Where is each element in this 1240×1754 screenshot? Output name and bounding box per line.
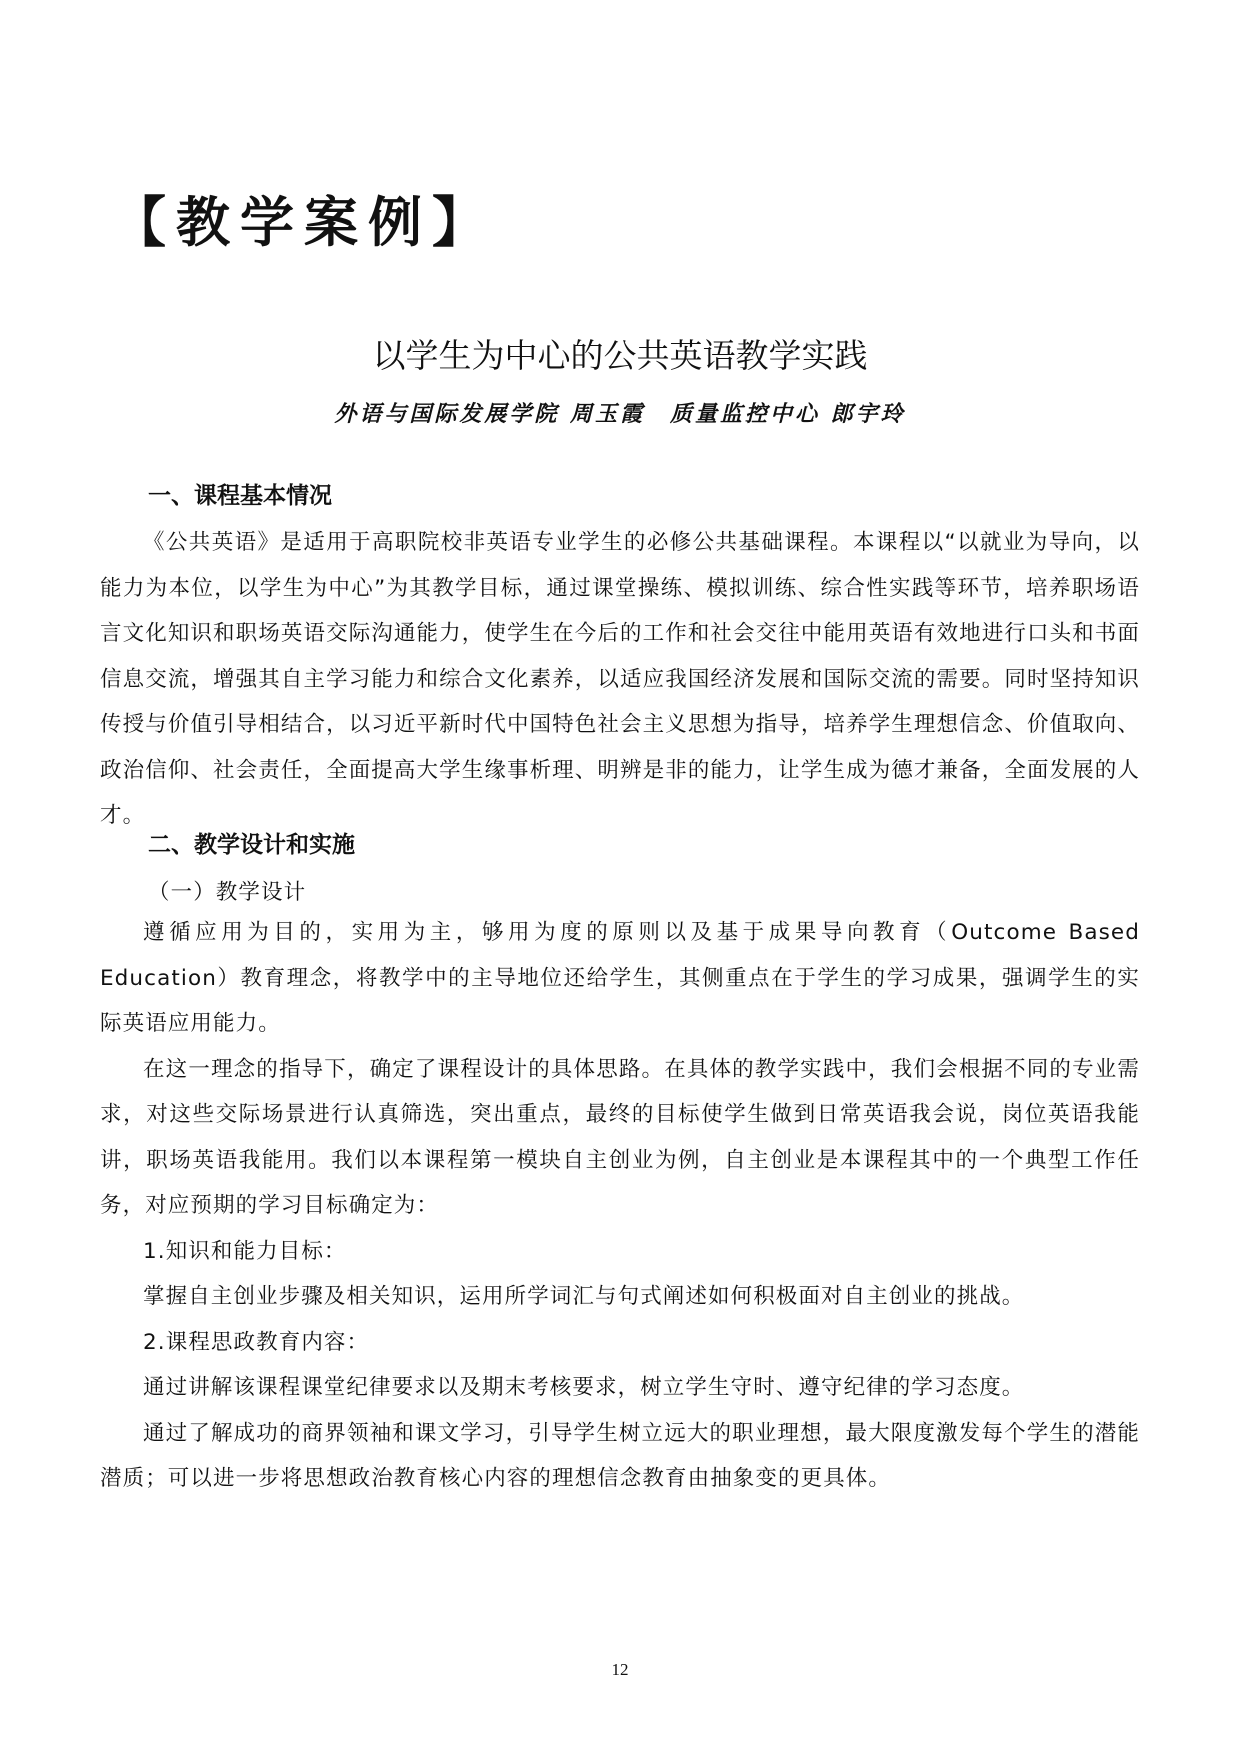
list-item-label: 2.课程思政教育内容： bbox=[143, 1329, 370, 1355]
paragraph: 遵循应用为目的，实用为主，够用为度的原则以及基于成果导向教育（Outcome Based Education）教育理念，将教学中的主导地位还给学生，其侧重点在于学生的学习成果，强调学生的实际英语应用能力。 bbox=[100, 920, 1140, 1036]
section-tag: 【教学案例】 bbox=[112, 191, 496, 254]
section-heading-2: 二、教学设计和实施 bbox=[148, 832, 355, 858]
paragraph: 在这一理念的指导下，确定了课程设计的具体思路。在具体的教学实践中，我们会根据不同的专业需求，对这些交际场景进行认真筛选，突出重点，最终的目标使学生做到日常英语我会说，岗位英语我能讲，职场英语我能用。我们以本课程第一模块自主创业为例，自主创业是本课程其中的一个典型工作任务，对应预期的学习目标确定为： bbox=[100, 1056, 1140, 1218]
list-item-label: 1.知识和能力目标： bbox=[143, 1238, 347, 1264]
page-number: 12 bbox=[611, 1660, 629, 1679]
list-item-text: 掌握自主创业步骤及相关知识，运用所学词汇与句式阐述如何积极面对自主创业的挑战。 bbox=[143, 1284, 1025, 1309]
paragraph: 《公共英语》是适用于高职院校非英语专业学生的必修公共基础课程。本课程以“以就业为导向，以能力为本位，以学生为中心”为其教学目标，通过课堂操练、模拟训练、综合性实践等环节，培养职场语言文化知识和职场英语交际沟通能力，使学生在今后的工作和社会交往中能用英语有效地进行口头和书面信息交流，增强其自主学习能力和综合文化素养，以适应我国经济发展和国际交流的需要。同时坚持知识传授与价值引导相结合，以习近平新时代中国特色社会主义思想为指导，培养学生理想信念、价值取向、政治信仰、社会责任，全面提高大学生缘事析理、明辨是非的能力，让学生成为德才兼备，全面发展的人才。 bbox=[100, 530, 1140, 828]
paragraph: 通过讲解该课程课堂纪律要求以及期末考核要求，树立学生守时、遵守纪律的学习态度。 bbox=[143, 1375, 1025, 1400]
article-authors: 外语与国际发展学院 周玉霞 质量监控中心 郎宇玲 bbox=[334, 401, 906, 427]
section-heading-1: 一、课程基本情况 bbox=[148, 483, 332, 509]
section-2-body bbox=[100, 910, 1140, 1502]
paragraph: 通过了解成功的商界领袖和课文学习，引导学生树立远大的职业理想，最大限度激发每个学生的潜能潜质；可以进一步将思想政治教育核心内容的理想信念教育由抽象变的更具体。 bbox=[100, 1420, 1140, 1491]
subsection-heading: （一）教学设计 bbox=[148, 880, 307, 905]
section-1-body bbox=[100, 520, 1140, 839]
article-title: 以学生为中心的公共英语教学实践 bbox=[372, 336, 868, 375]
